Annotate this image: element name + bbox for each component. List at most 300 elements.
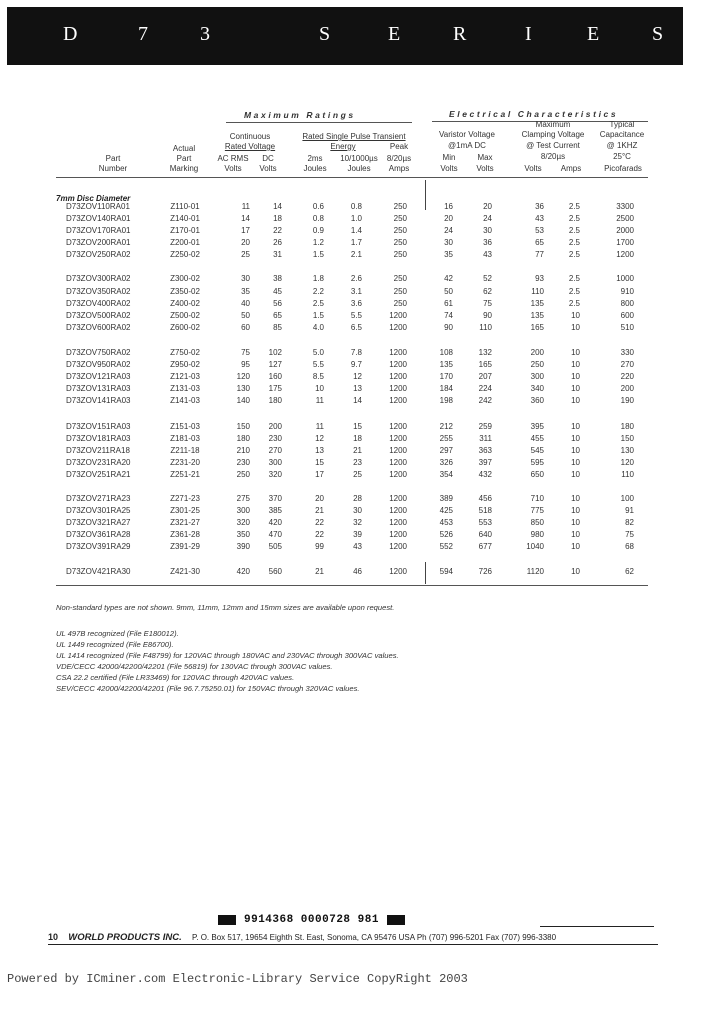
part-number: D73ZOV421RA30 <box>66 567 131 576</box>
dc-volts: 270 <box>268 446 282 455</box>
capacitance: 82 <box>625 518 634 527</box>
clamp-amps: 10 <box>571 518 580 527</box>
varistor-max: 165 <box>478 360 492 369</box>
part-marking: Z141-03 <box>170 396 200 405</box>
section-title: 7mm Disc Diameter <box>56 194 131 203</box>
table-row <box>0 445 720 457</box>
ac-rms-volts: 420 <box>236 567 250 576</box>
dc-volts: 102 <box>268 348 282 357</box>
part-marking: Z151-03 <box>170 422 200 431</box>
peak-amps: 250 <box>393 202 407 211</box>
peak-amps: 250 <box>393 238 407 247</box>
hdr-typical: Typical <box>609 120 635 129</box>
table-row <box>0 469 720 481</box>
clamp-amps: 2.5 <box>568 202 580 211</box>
energy-2ms: 22 <box>315 518 324 527</box>
varistor-max: 43 <box>483 250 492 259</box>
part-number: D73ZOV301RA25 <box>66 506 131 515</box>
clamp-volts: 595 <box>530 458 544 467</box>
clamp-amps: 10 <box>571 506 580 515</box>
hdr-capacitance: Capacitance <box>599 130 645 139</box>
capacitance: 3300 <box>616 202 634 211</box>
hdr-joules-2: Joules <box>347 164 371 173</box>
clamp-volts: 775 <box>530 506 544 515</box>
peak-amps: 1200 <box>389 422 407 431</box>
table-row <box>0 395 720 407</box>
energy-2ms: 20 <box>315 494 324 503</box>
energy-10-1000: 6.5 <box>350 323 362 332</box>
hdr-dc: DC <box>262 154 274 163</box>
hdr-25c: 25°C <box>613 152 631 161</box>
energy-10-1000: 1.7 <box>350 238 362 247</box>
energy-2ms: 8.5 <box>312 372 324 381</box>
capacitance: 150 <box>620 434 634 443</box>
peak-amps: 1200 <box>389 542 407 551</box>
ac-rms-volts: 17 <box>241 226 250 235</box>
clamp-amps: 10 <box>571 458 580 467</box>
hdr-clamp-amps: Amps <box>560 164 582 173</box>
ac-rms-volts: 35 <box>241 287 250 296</box>
energy-10-1000: 0.8 <box>350 202 362 211</box>
code-number: 9914368 0000728 981 <box>244 914 379 926</box>
varistor-min: 552 <box>439 542 453 551</box>
varistor-min: 90 <box>444 323 453 332</box>
clamp-amps: 10 <box>571 567 580 576</box>
peak-amps: 1200 <box>389 384 407 393</box>
clamp-volts: 165 <box>530 323 544 332</box>
dc-volts: 45 <box>273 287 282 296</box>
code-mark <box>218 915 236 925</box>
varistor-min: 42 <box>444 274 453 283</box>
clamp-volts: 850 <box>530 518 544 527</box>
hdr-marking: Marking <box>169 164 199 173</box>
peak-amps: 250 <box>393 287 407 296</box>
part-number: D73ZOV151RA03 <box>66 422 131 431</box>
ac-rms-volts: 350 <box>236 530 250 539</box>
varistor-min: 16 <box>444 202 453 211</box>
energy-10-1000: 2.6 <box>350 274 362 283</box>
clamp-amps: 10 <box>571 323 580 332</box>
dc-volts: 370 <box>268 494 282 503</box>
part-number: D73ZOV950RA02 <box>66 360 131 369</box>
capacitance: 910 <box>620 287 634 296</box>
part-number: D73ZOV141RA03 <box>66 396 131 405</box>
varistor-min: 50 <box>444 287 453 296</box>
note-sev: SEV/CECC 42000/42200/42201 (File 96.7.75250.01) for 150VAC through 320VAC values. <box>56 684 360 693</box>
capacitance: 1700 <box>616 238 634 247</box>
peak-amps: 1200 <box>389 446 407 455</box>
energy-10-1000: 28 <box>353 494 362 503</box>
varistor-max: 640 <box>478 530 492 539</box>
hdr-clamp-volts: Volts <box>524 164 542 173</box>
energy-2ms: 11 <box>315 422 324 431</box>
hdr-actual: Actual <box>172 144 196 153</box>
note-ul1449: UL 1449 recognized (File E86700). <box>56 640 174 649</box>
peak-amps: 1200 <box>389 470 407 479</box>
energy-2ms: 4.0 <box>312 323 324 332</box>
ac-rms-volts: 300 <box>236 506 250 515</box>
dc-volts: 160 <box>268 372 282 381</box>
capacitance: 1000 <box>616 274 634 283</box>
table-row <box>0 529 720 541</box>
dc-volts: 175 <box>268 384 282 393</box>
table-row <box>0 213 720 225</box>
varistor-min: 170 <box>439 372 453 381</box>
clamp-amps: 2.5 <box>568 274 580 283</box>
varistor-max: 363 <box>478 446 492 455</box>
part-number: D73ZOV121RA03 <box>66 372 131 381</box>
energy-2ms: 99 <box>315 542 324 551</box>
clamp-volts: 395 <box>530 422 544 431</box>
clamp-volts: 650 <box>530 470 544 479</box>
clamp-amps: 10 <box>571 311 580 320</box>
part-number: D73ZOV131RA03 <box>66 384 131 393</box>
hdr-amps: Amps <box>388 164 410 173</box>
capacitance: 180 <box>620 422 634 431</box>
varistor-max: 75 <box>483 299 492 308</box>
energy-10-1000: 32 <box>353 518 362 527</box>
part-number: D73ZOV300RA02 <box>66 274 131 283</box>
peak-amps: 250 <box>393 250 407 259</box>
capacitance: 68 <box>625 542 634 551</box>
table-row <box>0 347 720 359</box>
part-marking: Z300-02 <box>170 274 200 283</box>
hdr-test-current: @ Test Current <box>526 141 580 150</box>
banner-letter: S <box>319 23 331 45</box>
energy-2ms: 11 <box>315 396 324 405</box>
capacitance: 62 <box>625 567 634 576</box>
clamp-amps: 2.5 <box>568 299 580 308</box>
varistor-min: 212 <box>439 422 453 431</box>
hdr-continuous: Continuous <box>229 132 271 141</box>
energy-2ms: 0.6 <box>312 202 324 211</box>
part-marking: Z211-18 <box>170 446 200 455</box>
varistor-min: 135 <box>439 360 453 369</box>
page-number: 10 <box>48 932 59 942</box>
energy-10-1000: 3.1 <box>350 287 362 296</box>
part-number: D73ZOV181RA03 <box>66 434 131 443</box>
ac-rms-volts: 40 <box>241 299 250 308</box>
clamp-volts: 36 <box>535 202 544 211</box>
dc-volts: 56 <box>273 299 282 308</box>
table-row <box>0 201 720 213</box>
clamp-amps: 10 <box>571 470 580 479</box>
table-row <box>0 383 720 395</box>
varistor-max: 553 <box>478 518 492 527</box>
varistor-min: 74 <box>444 311 453 320</box>
part-marking: Z950-02 <box>170 360 200 369</box>
part-marking: Z181-03 <box>170 434 200 443</box>
hdr-peak: Peak <box>389 142 409 151</box>
ac-rms-volts: 320 <box>236 518 250 527</box>
note-ul1414: UL 1414 recognized (File F48799) for 120VAC through 180VAC and 230VAC through 300VAC values. <box>56 651 399 660</box>
dc-volts: 470 <box>268 530 282 539</box>
table-row <box>0 273 720 285</box>
ac-rms-volts: 390 <box>236 542 250 551</box>
dc-volts: 560 <box>268 567 282 576</box>
peak-amps: 1200 <box>389 567 407 576</box>
part-number: D73ZOV251RA21 <box>66 470 131 479</box>
ac-rms-volts: 14 <box>241 214 250 223</box>
part-number: D73ZOV361RA28 <box>66 530 131 539</box>
dc-volts: 65 <box>273 311 282 320</box>
capacitance: 800 <box>620 299 634 308</box>
energy-10-1000: 2.1 <box>350 250 362 259</box>
clamp-amps: 2.5 <box>568 226 580 235</box>
powered-by: Powered by ICminer.com Electronic-Library Service CopyRight 2003 <box>7 972 468 986</box>
peak-amps: 1200 <box>389 494 407 503</box>
document-code <box>218 913 405 927</box>
capacitance: 2000 <box>616 226 634 235</box>
ac-rms-volts: 30 <box>241 274 250 283</box>
ac-rms-volts: 130 <box>236 384 250 393</box>
varistor-min: 20 <box>444 214 453 223</box>
part-number: D73ZOV271RA23 <box>66 494 131 503</box>
capacitance: 510 <box>620 323 634 332</box>
varistor-min: 326 <box>439 458 453 467</box>
part-number: D73ZOV350RA02 <box>66 287 131 296</box>
ac-rms-volts: 95 <box>241 360 250 369</box>
page-footer <box>48 932 556 943</box>
energy-10-1000: 3.6 <box>350 299 362 308</box>
capacitance: 110 <box>621 470 634 479</box>
varistor-min: 389 <box>439 494 453 503</box>
clamp-volts: 135 <box>530 299 544 308</box>
capacitance: 91 <box>625 506 634 515</box>
peak-amps: 1200 <box>389 323 407 332</box>
energy-10-1000: 1.4 <box>350 226 362 235</box>
part-marking: Z400-02 <box>170 299 200 308</box>
capacitance: 75 <box>625 530 634 539</box>
hdr-max: Max <box>477 153 493 162</box>
table-row <box>0 505 720 517</box>
clamp-amps: 10 <box>571 360 580 369</box>
clamp-amps: 2.5 <box>568 287 580 296</box>
part-marking: Z231-20 <box>170 458 200 467</box>
table-row <box>0 433 720 445</box>
dc-volts: 18 <box>273 214 282 223</box>
capacitance: 220 <box>620 372 634 381</box>
peak-amps: 250 <box>393 274 407 283</box>
clamp-amps: 10 <box>571 542 580 551</box>
varistor-max: 397 <box>478 458 492 467</box>
energy-10-1000: 13 <box>353 384 362 393</box>
energy-10-1000: 25 <box>353 470 362 479</box>
energy-2ms: 13 <box>315 446 324 455</box>
peak-amps: 1200 <box>389 530 407 539</box>
banner-letter: E <box>388 23 401 45</box>
hdr-picofarads: Picofarads <box>604 164 642 173</box>
part-number: D73ZOV750RA02 <box>66 348 131 357</box>
clamp-volts: 360 <box>530 396 544 405</box>
note-nonstandard: Non-standard types are not shown. 9mm, 11mm, 12mm and 15mm sizes are available upon request. <box>56 603 395 612</box>
banner-letter: I <box>525 23 532 45</box>
varistor-max: 432 <box>478 470 492 479</box>
clamp-volts: 300 <box>530 372 544 381</box>
part-number: D73ZOV321RA27 <box>66 518 131 527</box>
part-marking: Z121-03 <box>170 372 200 381</box>
varistor-min: 108 <box>439 348 453 357</box>
part-marking: Z271-23 <box>170 494 200 503</box>
varistor-min: 594 <box>439 567 453 576</box>
ac-rms-volts: 120 <box>236 372 250 381</box>
varistor-max: 132 <box>478 348 492 357</box>
clamp-amps: 10 <box>571 434 580 443</box>
table-row <box>0 541 720 553</box>
peak-amps: 1200 <box>389 372 407 381</box>
energy-2ms: 0.9 <box>312 226 324 235</box>
part-marking: Z421-30 <box>170 567 200 576</box>
clamp-amps: 10 <box>571 384 580 393</box>
dc-volts: 127 <box>268 360 282 369</box>
table-row <box>0 298 720 310</box>
clamp-volts: 980 <box>530 530 544 539</box>
varistor-max: 24 <box>483 214 492 223</box>
note-vde: VDE/CECC 42000/42200/42201 (File 56819) for 130VAC through 300VAC values. <box>56 662 333 671</box>
energy-10-1000: 23 <box>353 458 362 467</box>
clamp-amps: 10 <box>571 530 580 539</box>
ac-rms-volts: 210 <box>236 446 250 455</box>
clamp-volts: 455 <box>530 434 544 443</box>
table-row <box>0 493 720 505</box>
dc-volts: 38 <box>273 274 282 283</box>
clamp-amps: 2.5 <box>568 214 580 223</box>
banner-letter: 7 <box>138 23 148 45</box>
part-number: D73ZOV200RA01 <box>66 238 131 247</box>
clamp-amps: 10 <box>571 494 580 503</box>
ac-rms-volts: 60 <box>241 323 250 332</box>
capacitance: 270 <box>620 360 634 369</box>
clamp-amps: 10 <box>571 372 580 381</box>
energy-10-1000: 1.0 <box>350 214 362 223</box>
hdr-dc-volts: Volts <box>259 164 277 173</box>
energy-10-1000: 30 <box>353 506 362 515</box>
table-row <box>0 359 720 371</box>
part-marking: Z200-01 <box>170 238 200 247</box>
energy-2ms: 2.2 <box>312 287 324 296</box>
energy-2ms: 12 <box>315 434 324 443</box>
energy-2ms: 17 <box>315 470 324 479</box>
peak-amps: 1200 <box>389 348 407 357</box>
part-marking: Z350-02 <box>170 287 200 296</box>
hdr-number: Number <box>98 164 128 173</box>
energy-2ms: 1.2 <box>312 238 324 247</box>
hdr-maximum: Maximum <box>535 120 571 129</box>
hdr-max-volts: Volts <box>476 164 494 173</box>
energy-10-1000: 18 <box>353 434 362 443</box>
table-row <box>0 225 720 237</box>
hdr-at-1ma: @1mA DC <box>448 141 486 150</box>
energy-10-1000: 15 <box>353 422 362 431</box>
table-row <box>0 249 720 261</box>
peak-amps: 1200 <box>389 506 407 515</box>
part-number: D73ZOV400RA02 <box>66 299 131 308</box>
energy-10-1000: 5.5 <box>350 311 362 320</box>
part-number: D73ZOV170RA01 <box>66 226 131 235</box>
dc-volts: 320 <box>268 470 282 479</box>
clamp-volts: 545 <box>530 446 544 455</box>
clamp-volts: 135 <box>530 311 544 320</box>
table-row <box>0 371 720 383</box>
clamp-volts: 110 <box>531 287 544 296</box>
varistor-max: 259 <box>478 422 492 431</box>
varistor-max: 30 <box>483 226 492 235</box>
peak-amps: 1200 <box>389 434 407 443</box>
table-row <box>0 322 720 334</box>
part-marking: Z140-01 <box>170 214 200 223</box>
capacitance: 130 <box>620 446 634 455</box>
clamp-volts: 1040 <box>526 542 544 551</box>
part-marking: Z110-01 <box>170 202 200 211</box>
part-marking: Z321-27 <box>170 518 200 527</box>
varistor-min: 453 <box>439 518 453 527</box>
energy-10-1000: 46 <box>353 567 362 576</box>
banner-letter: 3 <box>200 23 210 45</box>
varistor-min: 297 <box>439 446 453 455</box>
ac-rms-volts: 50 <box>241 311 250 320</box>
group-max-ratings: Maximum Ratings <box>244 110 356 120</box>
hdr-joules-1: Joules <box>303 164 327 173</box>
part-marking: Z391-29 <box>170 542 200 551</box>
table-row <box>0 566 720 578</box>
hdr-varistor-voltage: Varistor Voltage <box>439 130 495 139</box>
table-bottom-rule <box>56 585 648 586</box>
dc-volts: 85 <box>273 323 282 332</box>
hdr-rated-pulse: Rated Single Pulse Transient <box>302 132 406 141</box>
hdr-at-1khz: @ 1KHZ <box>606 141 638 150</box>
part-number: D73ZOV500RA02 <box>66 311 131 320</box>
peak-amps: 250 <box>393 214 407 223</box>
clamp-amps: 2.5 <box>568 250 580 259</box>
clamp-volts: 77 <box>535 250 544 259</box>
hdr-2ms: 2ms <box>307 154 323 163</box>
dc-volts: 230 <box>268 434 282 443</box>
table-row <box>0 517 720 529</box>
ac-rms-volts: 11 <box>241 202 250 211</box>
varistor-max: 110 <box>479 323 492 332</box>
clamp-volts: 200 <box>530 348 544 357</box>
varistor-max: 726 <box>478 567 492 576</box>
energy-2ms: 1.5 <box>312 250 324 259</box>
part-marking: Z750-02 <box>170 348 200 357</box>
clamp-amps: 10 <box>571 446 580 455</box>
hdr-10-1000: 10/1000µs <box>340 154 378 163</box>
part-number: D73ZOV391RA29 <box>66 542 131 551</box>
banner-letter: D <box>63 23 78 45</box>
peak-amps: 250 <box>393 299 407 308</box>
dc-volts: 26 <box>273 238 282 247</box>
footer-rule-right <box>540 926 654 927</box>
hdr-min-volts: Volts <box>440 164 458 173</box>
varistor-max: 677 <box>478 542 492 551</box>
part-number: D73ZOV110RA01 <box>66 202 130 211</box>
clamp-volts: 1120 <box>526 567 544 576</box>
energy-2ms: 15 <box>315 458 324 467</box>
dc-volts: 300 <box>268 458 282 467</box>
varistor-max: 20 <box>483 202 492 211</box>
part-marking: Z600-02 <box>170 323 200 332</box>
clamp-amps: 10 <box>571 348 580 357</box>
note-ul497b: UL 497B recognized (File E180012). <box>56 629 179 638</box>
energy-10-1000: 12 <box>353 372 362 381</box>
part-marking: Z251-21 <box>170 470 200 479</box>
ac-rms-volts: 25 <box>241 250 250 259</box>
peak-amps: 1200 <box>389 458 407 467</box>
varistor-max: 62 <box>483 287 492 296</box>
clamp-volts: 53 <box>535 226 544 235</box>
dc-volts: 505 <box>268 542 282 551</box>
banner-letter: S <box>652 23 664 45</box>
